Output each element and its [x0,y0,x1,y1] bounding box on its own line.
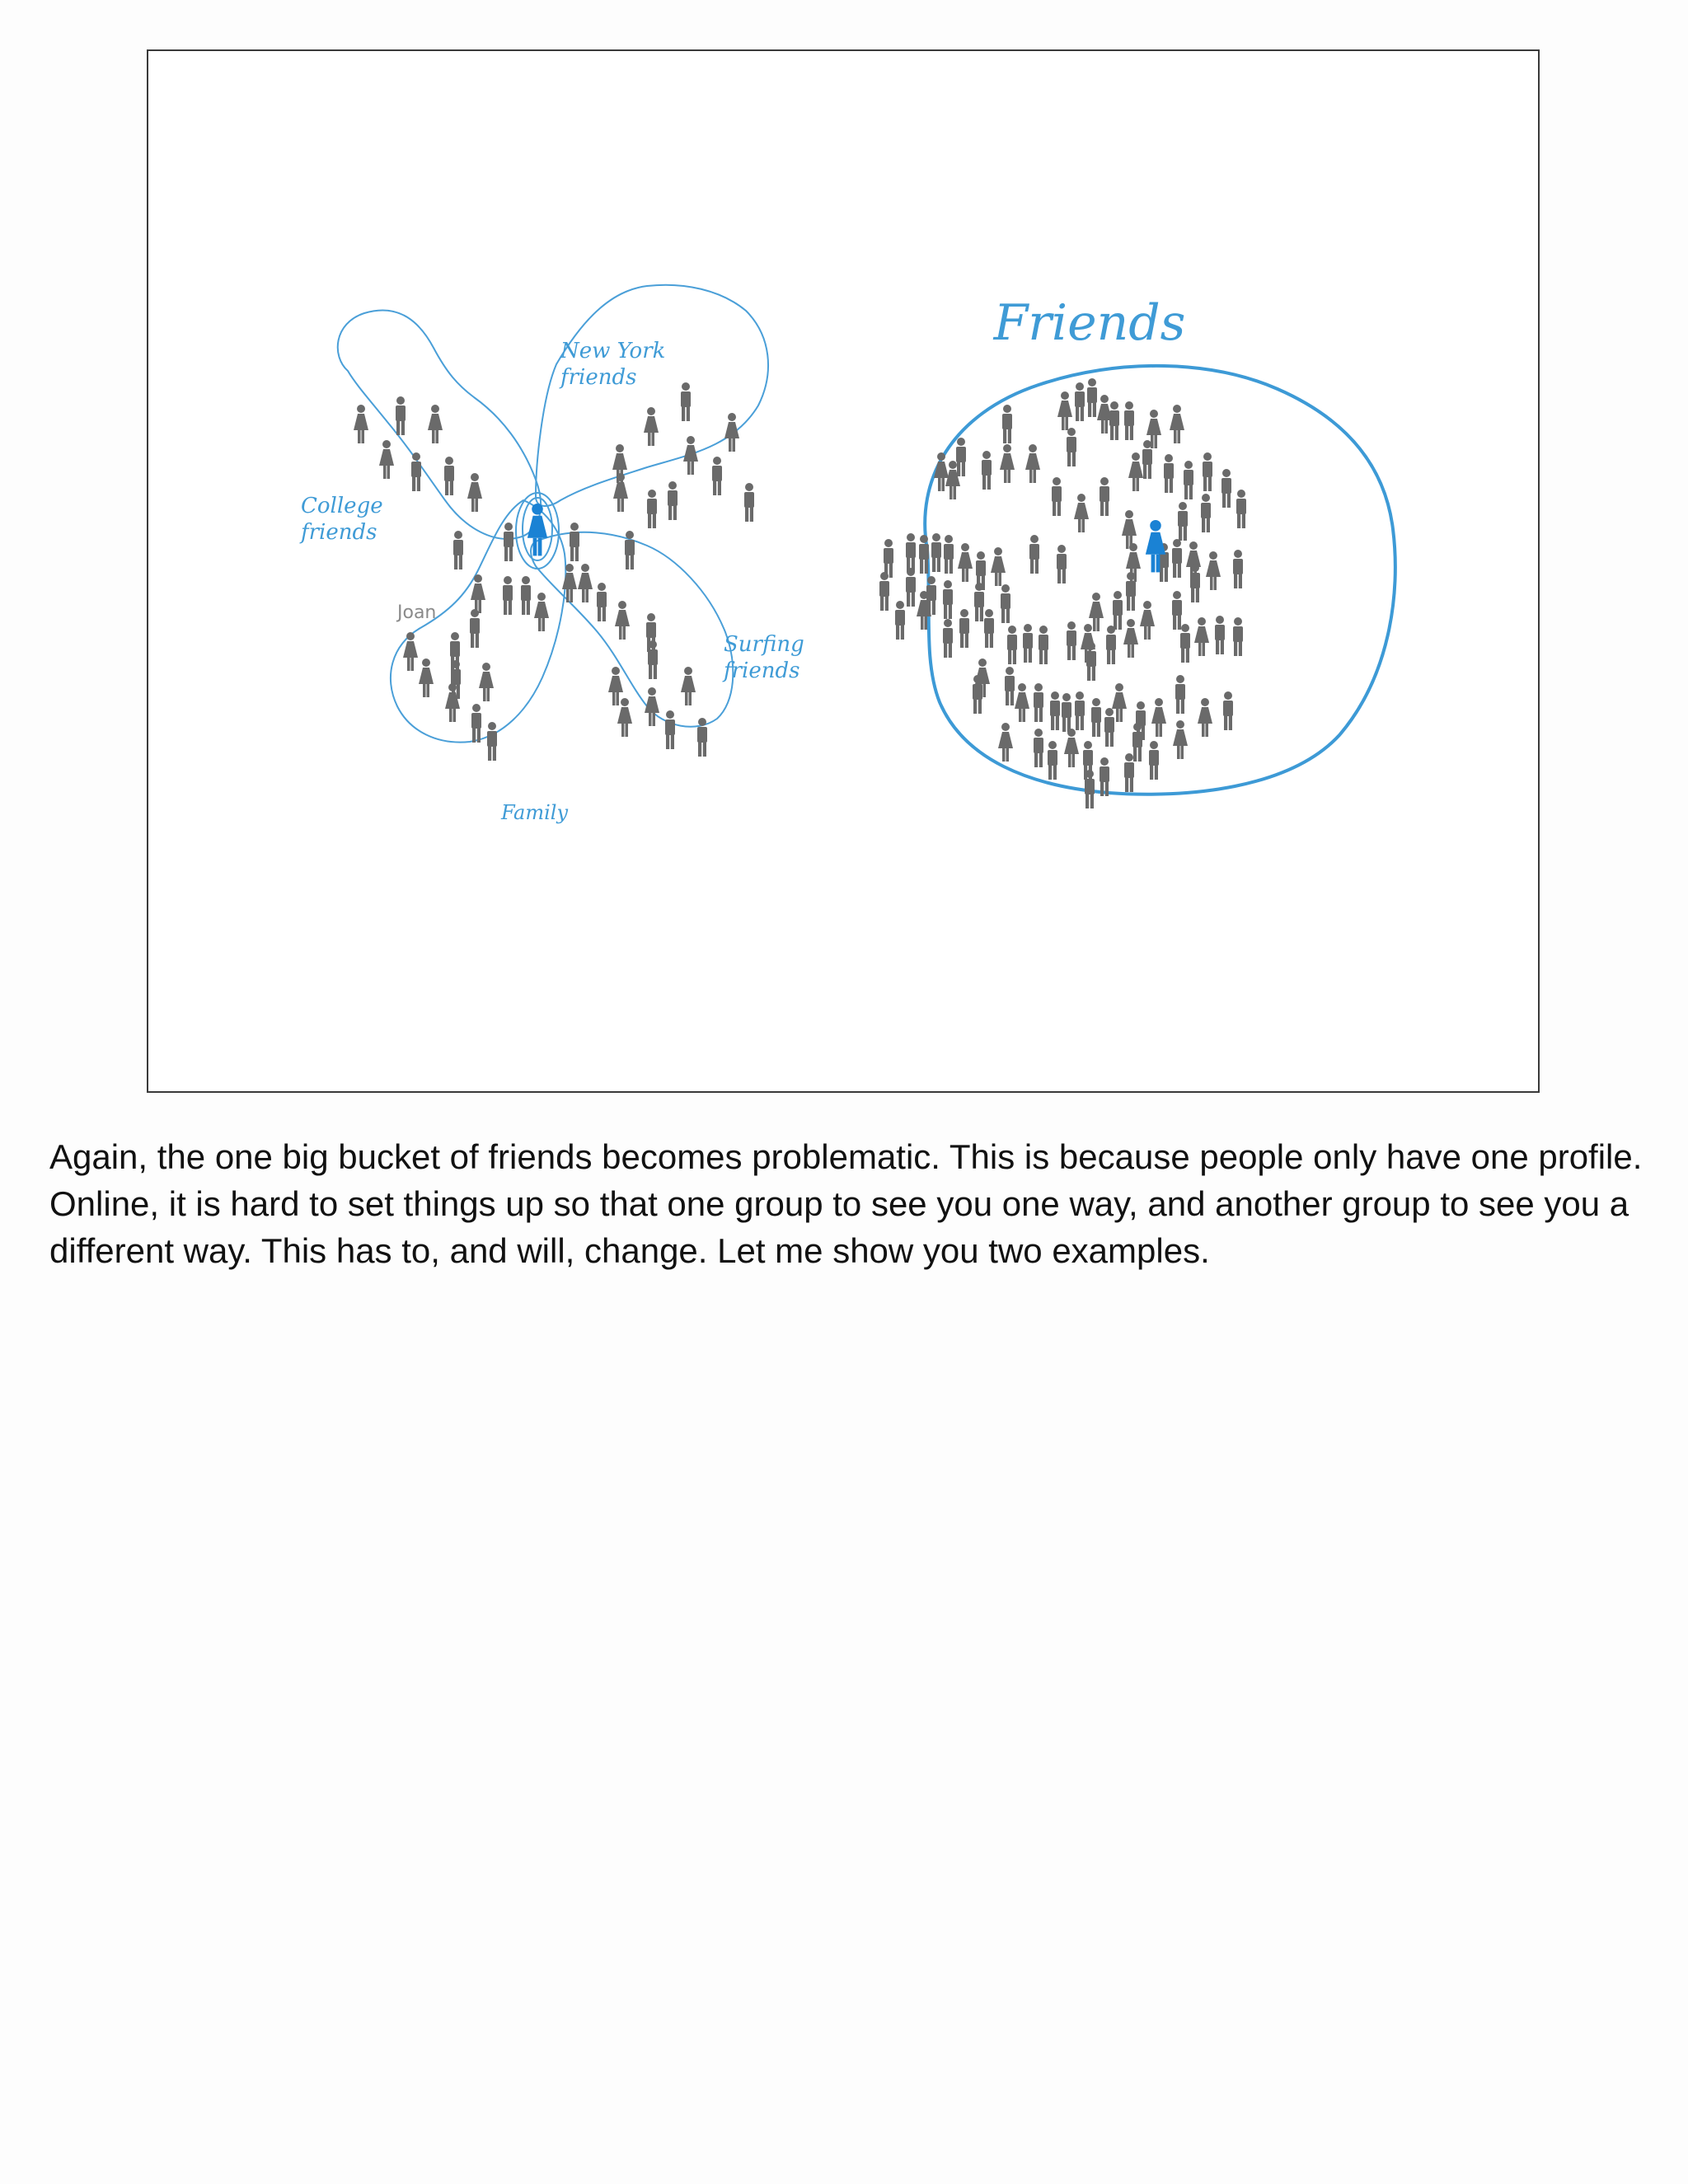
speaker-notes: Again, the one big bucket of friends becomes problematic. This is because people only have one profile. Online, it is hard to set things up so that one group to see you one way, and another group to see you a different way. This has to, and will, change. Let me show you two examples. [49,1137,1643,1270]
family-label: Family [501,801,568,824]
friends-bucket-diagram [879,294,1395,808]
slide-image [147,49,1540,1093]
new-york-label-line2: friends [560,365,637,390]
social-groups-illustration [148,51,1538,1091]
friends-bucket-people [879,378,1246,808]
friend-groups-diagram [299,285,804,824]
group-outlines [338,285,768,743]
surfing-label-line1: Surfing [724,632,804,657]
surfing-group-people [562,564,707,757]
new-york-label-line1: New York [560,339,666,363]
college-group-people [354,396,635,569]
friends-title: Friends [993,294,1186,352]
new-york-group-people [612,382,754,528]
new-york-group-outline [536,285,768,506]
surfing-label-line2: friends [724,658,800,683]
college-label-line1: College [301,494,383,518]
college-label-line2: friends [301,520,377,545]
joan-label: Joan [397,602,437,623]
